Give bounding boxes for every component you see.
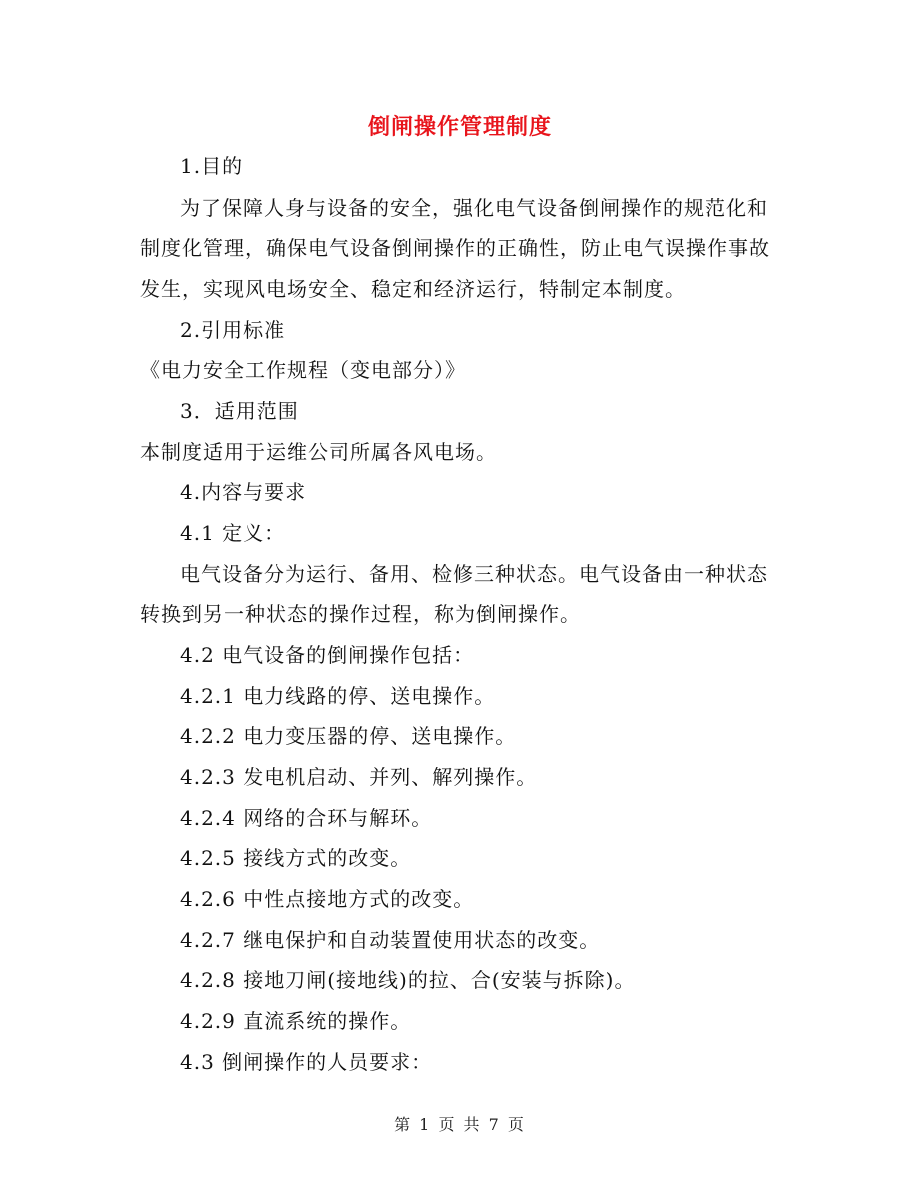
paragraph-line: 发生，实现风电场安全、稳定和经济运行，特制定本制度。: [140, 277, 686, 301]
list-item: 4.2.3 发电机启动、并列、解列操作。: [180, 765, 538, 789]
section-heading-content: 4.内容与要求: [180, 480, 307, 504]
subsection-heading: 4.2 电气设备的倒闸操作包括：: [180, 643, 475, 667]
paragraph-line: 转换到另一种状态的操作过程，称为倒闸操作。: [140, 602, 581, 626]
reference-line: 《电力安全工作规程（变电部分）》: [140, 358, 466, 382]
paragraph-line: 本制度适用于运维公司所属各风电场。: [140, 440, 497, 464]
section-heading-references: 2.引用标准: [180, 318, 286, 342]
paragraph-line: 为了保障人身与设备的安全，强化电气设备倒闸操作的规范化和: [180, 196, 768, 220]
subsection-heading: 4.1 定义：: [180, 521, 286, 545]
page-footer: 第 1 页 共 7 页: [394, 1115, 526, 1134]
list-item: 4.2.8 接地刀闸(接地线)的拉、合(安装与拆除)。: [180, 968, 636, 992]
section-heading-scope: 3．适用范围: [180, 399, 299, 423]
list-item: 4.2.4 网络的合环与解环。: [180, 806, 433, 830]
section-heading-purpose: 1.目的: [180, 154, 244, 178]
paragraph-line: 制度化管理，确保电气设备倒闸操作的正确性，防止电气误操作事故: [140, 236, 770, 260]
subsection-heading: 4.3 倒闸操作的人员要求：: [180, 1050, 433, 1074]
list-item: 4.2.6 中性点接地方式的改变。: [180, 887, 475, 911]
list-item: 4.2.9 直流系统的操作。: [180, 1009, 412, 1033]
document-title: 倒闸操作管理制度: [367, 114, 552, 140]
list-item: 4.2.1 电力线路的停、送电操作。: [180, 684, 496, 708]
list-item: 4.2.5 接线方式的改变。: [180, 846, 412, 870]
paragraph-line: 电气设备分为运行、备用、检修三种状态。电气设备由一种状态: [180, 562, 768, 586]
list-item: 4.2.7 继电保护和自动装置使用状态的改变。: [180, 928, 601, 952]
list-item: 4.2.2 电力变压器的停、送电操作。: [180, 724, 517, 748]
